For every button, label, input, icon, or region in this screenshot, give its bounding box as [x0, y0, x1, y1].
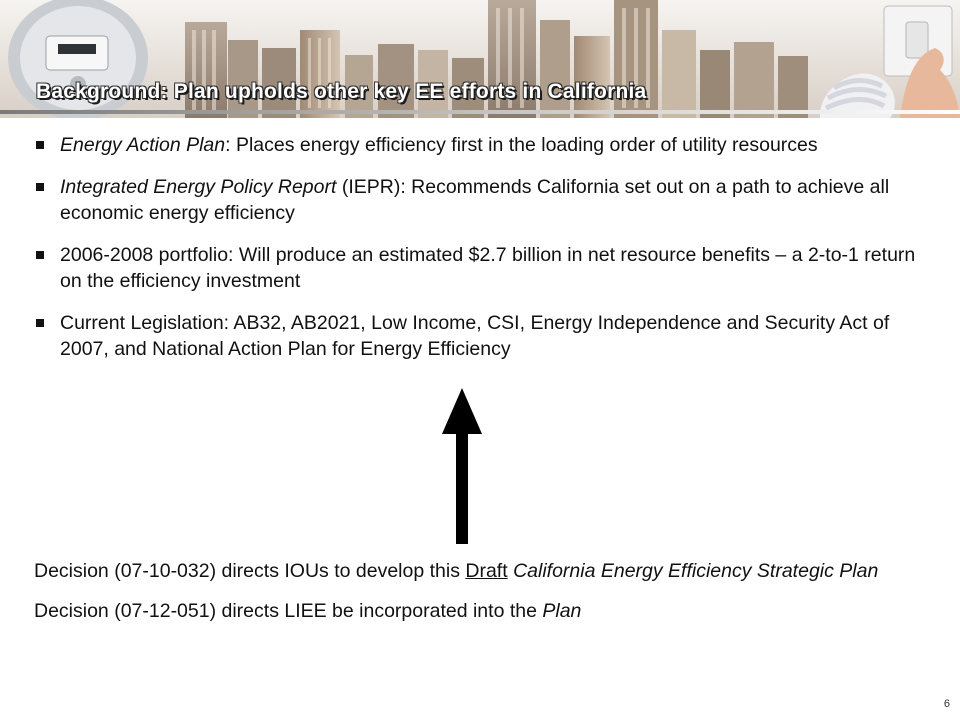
bullet-list: [34, 132, 934, 378]
decision-item: [34, 558, 934, 584]
bullet-text: (IEPR): Recommends California set out on a path to achieve all economic energy efficiency: [60, 176, 890, 224]
bullet-square-icon: [36, 141, 44, 149]
bullet-square-icon: [36, 251, 44, 259]
title-underline: [0, 110, 960, 114]
decision-item: [34, 598, 934, 624]
decision-prefix: Decision (07-10-032) directs IOUs to develop this: [34, 560, 466, 582]
bullet-square-icon: [36, 319, 44, 327]
decision-prefix: Decision (07-12-051) directs LIEE be incorporated into the: [34, 600, 543, 622]
decision-underlined: Draft: [465, 560, 508, 582]
bullet-text: 2006-2008 portfolio: Will produce an estimated $2.7 billion in net resource benefits – a 2-to-1 return on the efficiency investment: [60, 244, 916, 292]
list-item: [34, 132, 934, 158]
decision-list: [34, 558, 934, 638]
list-item: [34, 310, 934, 362]
list-item: [34, 242, 934, 294]
page-number: 6: [943, 698, 950, 710]
bullet-italic-lead: Energy Action Plan: [60, 134, 226, 156]
decision-italic: California Energy Efficiency Strategic Plan: [513, 560, 879, 582]
bullet-text: : Places energy efficiency first in the loading order of utility resources: [225, 134, 818, 156]
header-banner: [0, 0, 960, 118]
bullet-italic-lead: Integrated Energy Policy Report: [60, 176, 337, 198]
bullet-square-icon: [36, 183, 44, 191]
list-item: [34, 174, 934, 226]
decision-italic: Plan: [542, 600, 582, 622]
page-title: Background: Plan upholds other key EE efforts in California: [36, 80, 647, 103]
bullet-text: Current Legislation: AB32, AB2021, Low Income, CSI, Energy Independence and Security Act of 2007, and National Action Plan for Energy Efficiency: [60, 312, 890, 360]
up-arrow-icon: [436, 388, 488, 548]
